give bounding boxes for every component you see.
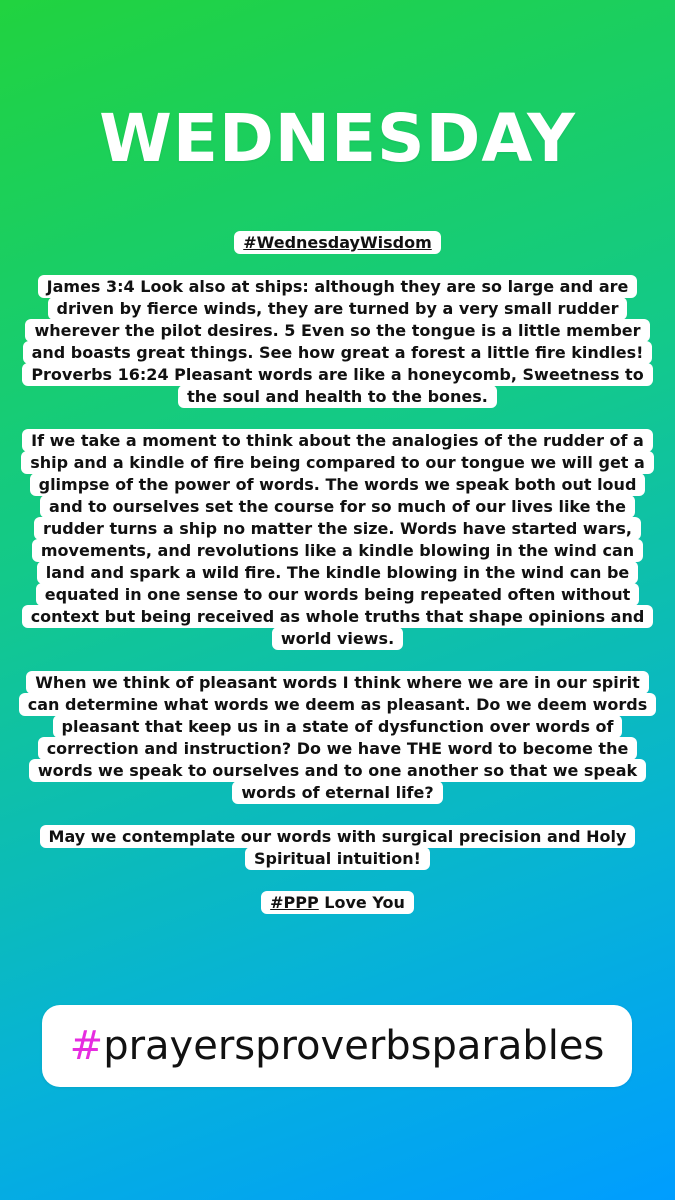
hash-symbol: # — [69, 1023, 104, 1069]
signoff-text: Love You — [318, 893, 405, 912]
hashtag-sticker-text — [70, 1023, 605, 1069]
closing-text: May we contemplate our words with surgical precision and Holy Spiritual intuition! — [40, 825, 636, 870]
scripture-james-text: James 3:4 Look also at ships: although they are so large and are driven by fierce winds, they are turned by a very small rudder wherever the pilot desires. 5 Even so the tongue is a little member and boasts great things. See how great a forest a little fire kindles! — [23, 275, 653, 364]
reflection-paragraph-2 — [18, 672, 657, 804]
reflection-2-text: When we think of pleasant words I think where we are in our spirit can determine what words we deem as pleasant. Do we deem words pleasant that keep us in a state of dysfunction over words of correction and instruction? Do we have THE word to become the words we speak to ourselves and to one another so that we speak words of eternal life? — [19, 671, 656, 804]
hashtag-line — [18, 232, 657, 254]
hashtag-sticker-label: prayersproverbsparables — [103, 1023, 605, 1069]
reflection-1-text: If we take a moment to think about the analogies of the rudder of a ship and a kindle of fire being compared to our tongue we will get a glimpse of the power of words. The words we speak both out loud and to ourselves set the course for so much of our lives like the rudder turns a ship no matter the size. Words have started wars, movements, and revolutions like a kindle blowing in the wind can land and spark a wild fire. The kindle blowing in the wind can be equated in one sense to our words being repeated often without context but being received as whole truths that shape opinions and world views. — [21, 429, 654, 650]
hashtag-ppp[interactable]: #PPP — [270, 893, 319, 912]
hashtag-sticker[interactable] — [42, 1005, 632, 1087]
scripture-proverbs — [18, 364, 657, 408]
caption-content — [18, 232, 657, 936]
closing-paragraph — [18, 826, 657, 870]
scripture-proverbs-text: Proverbs 16:24 Pleasant words are like a honeycomb, Sweetness to the soul and health to the bones. — [22, 363, 652, 408]
signoff-box — [261, 891, 414, 914]
day-title: WEDNESDAY — [99, 100, 576, 177]
reflection-paragraph-1 — [18, 430, 657, 650]
scripture-james — [18, 276, 657, 364]
signoff-line — [18, 892, 657, 914]
hashtag-wednesday-wisdom[interactable]: #WednesdayWisdom — [234, 231, 441, 254]
